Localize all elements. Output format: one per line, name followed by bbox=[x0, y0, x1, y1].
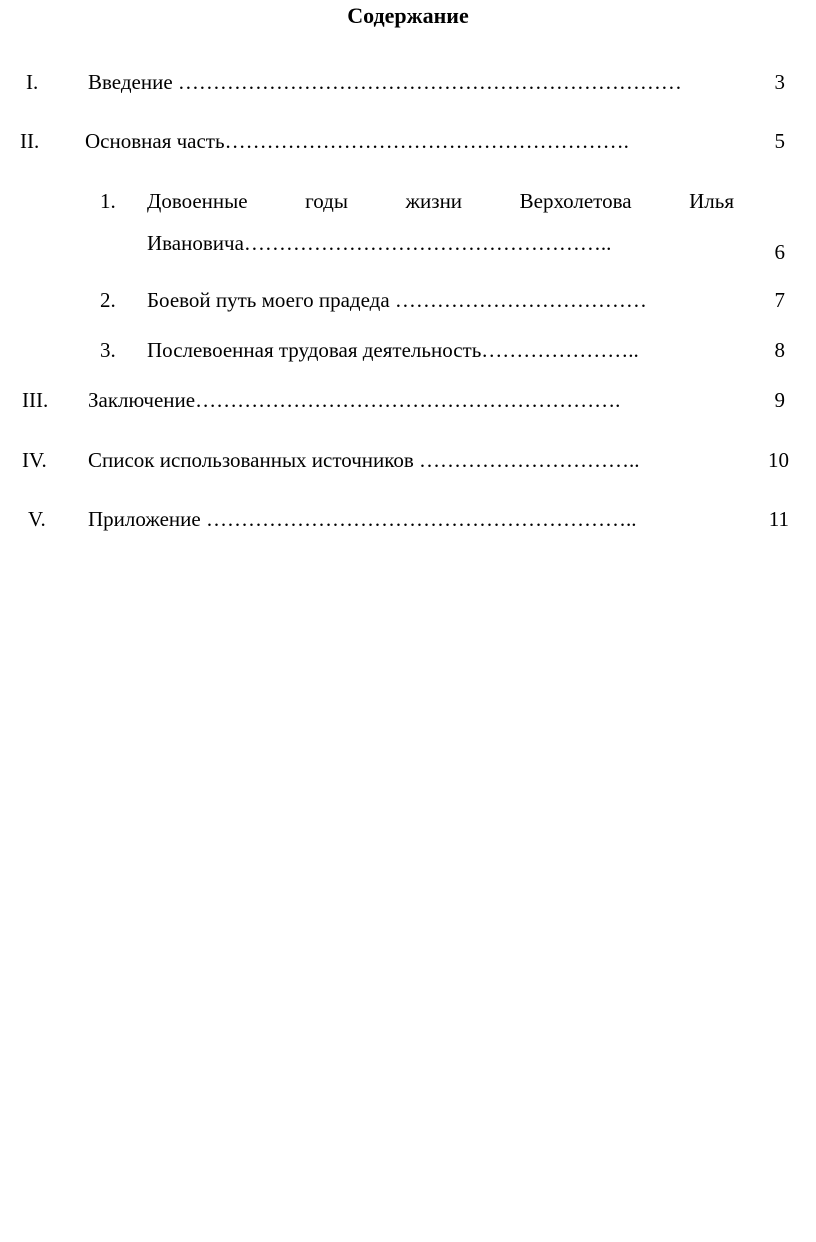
toc-number-4: IV. bbox=[22, 448, 47, 472]
toc-subnumber-3: 3. bbox=[100, 338, 116, 362]
toc-page-combat-path: 7 bbox=[774, 288, 785, 312]
toc-entry-appendix: Приложение …………………………………………………….. bbox=[88, 507, 637, 531]
toc-subentry-prewar-line2: Ивановича…………………………………………….. bbox=[147, 231, 612, 255]
toc-page-postwar: 8 bbox=[774, 338, 785, 362]
toc-entry-sources: Список использованных источников ………………………….. bbox=[88, 448, 640, 472]
toc-number-3: III. bbox=[22, 388, 49, 412]
toc-number-5: V. bbox=[28, 507, 46, 531]
toc-subentry-combat-path: Боевой путь моего прадеда ……………………………… bbox=[147, 288, 647, 312]
toc-page-appendix: 11 bbox=[768, 507, 789, 531]
toc-number-2: II. bbox=[20, 129, 40, 153]
toc-subnumber-2: 2. bbox=[100, 288, 116, 312]
toc-page-prewar: 6 bbox=[774, 240, 785, 264]
toc-page-sources: 10 bbox=[768, 448, 789, 472]
toc-entry-conclusion: Заключение……………………………………………………. bbox=[88, 388, 621, 412]
toc-number-1: I. bbox=[26, 70, 39, 94]
toc-subentry-postwar: Послевоенная трудовая деятельность………………….. bbox=[147, 338, 639, 362]
toc-subentry-prewar-line1: Довоенные годы жизни Верхолетова Илья bbox=[147, 189, 734, 213]
toc-entry-main-part: Основная часть…………………………………………………. bbox=[85, 129, 629, 153]
toc-entry-introduction: Введение ……………………………………………………………… bbox=[88, 70, 682, 94]
document-title: Содержание bbox=[347, 3, 469, 28]
toc-subnumber-1: 1. bbox=[100, 189, 116, 213]
toc-page-introduction: 3 bbox=[774, 70, 785, 94]
toc-page-main-part: 5 bbox=[774, 129, 785, 153]
toc-page-conclusion: 9 bbox=[774, 388, 785, 412]
